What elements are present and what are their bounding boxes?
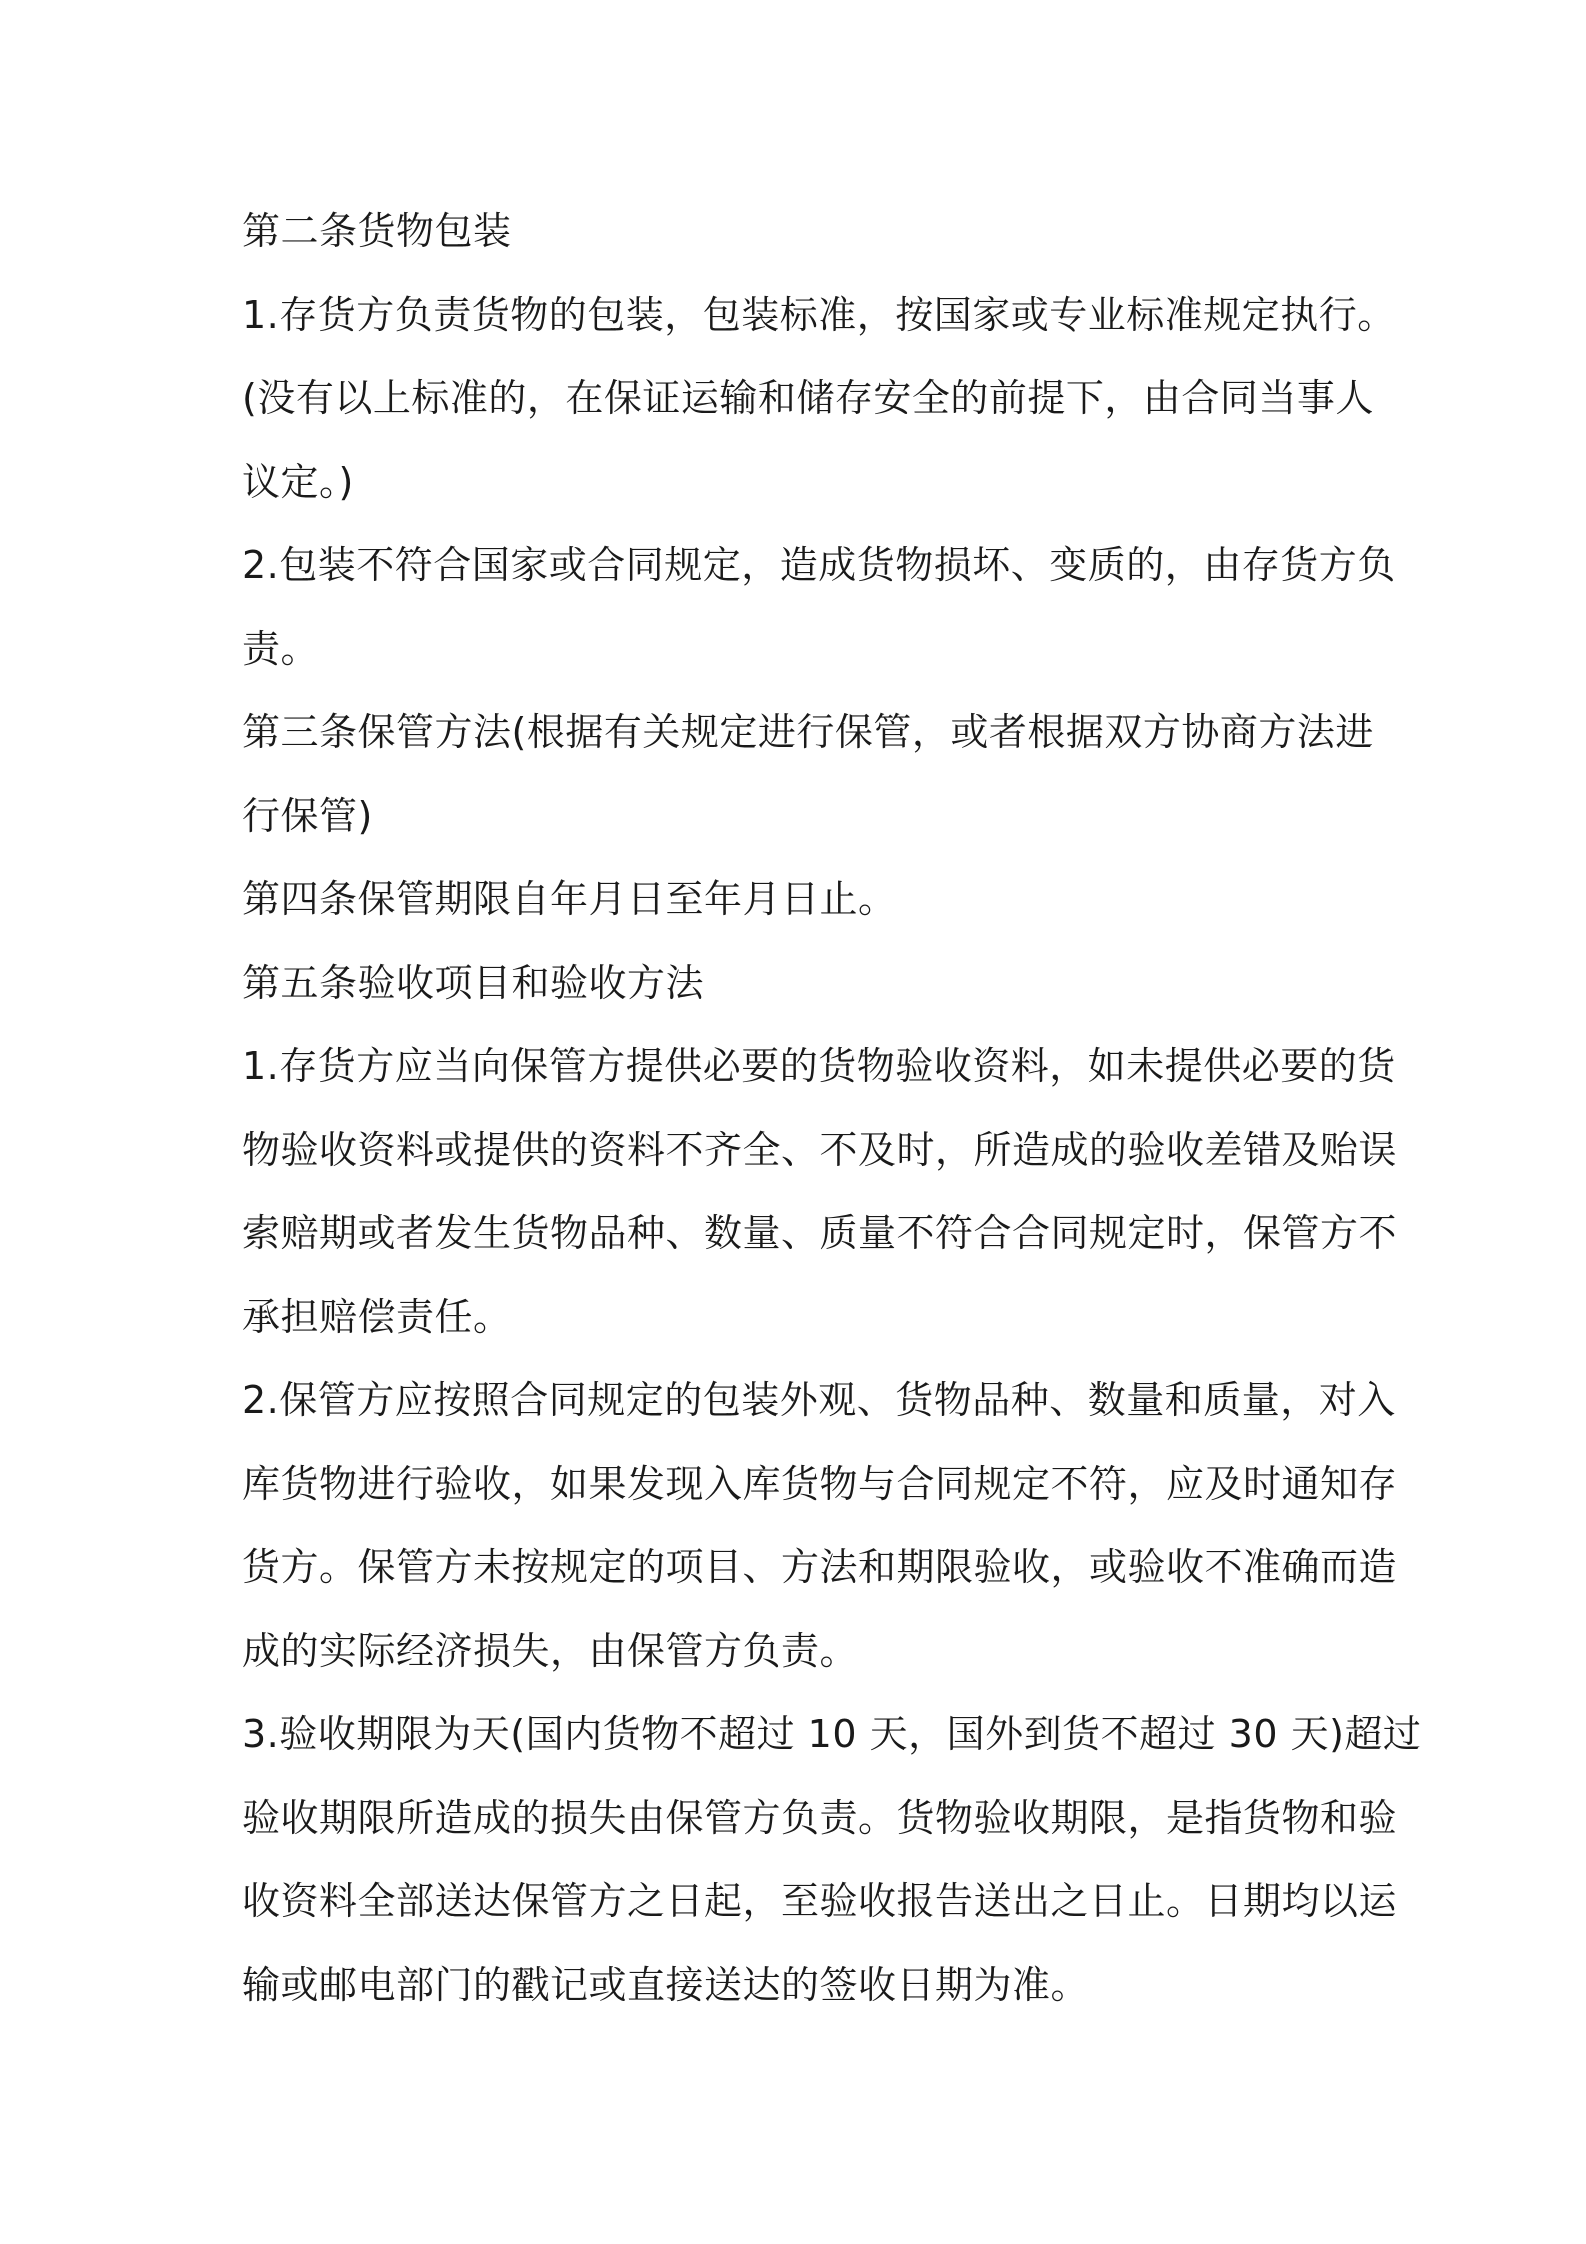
text-line: (没有以上标准的，在保证运输和储存安全的前提下，由合同当事人 xyxy=(242,376,1374,420)
text-line: 1.存货方负责货物的包装，包装标准，按国家或专业标准规定执行。 xyxy=(242,292,1396,337)
text-line: 承担赔偿责任。 xyxy=(242,1294,512,1339)
text-line: 索赔期或者发生货物品种、数量、质量不符合合同规定时，保管方不 xyxy=(242,1211,1398,1255)
article-5-heading: 第五条验收项目和验收方法 xyxy=(242,960,705,1005)
text-line: 3.验收期限为天(国内货物不超过 10 天，国外到货不超过 30 天)超过 xyxy=(242,1712,1422,1756)
text-line: 责。 xyxy=(242,626,320,671)
text-line: 1.存货方应当向保管方提供必要的货物验收资料，如未提供必要的货 xyxy=(242,1044,1396,1088)
text-line: 行保管) xyxy=(242,793,373,838)
text-line: 2.保管方应按照合同规定的包装外观、货物品种、数量和质量，对入 xyxy=(242,1378,1396,1422)
article-2-heading: 第二条货物包装 xyxy=(242,209,512,253)
article-4-heading: 第四条保管期限自年月日至年月日止。 xyxy=(242,877,897,921)
article-3-heading: 第三条保管方法(根据有关规定进行保管，或者根据双方协商方法进 xyxy=(242,710,1374,754)
text-line: 货方。保管方未按规定的项目、方法和期限验收，或验收不准确而造 xyxy=(242,1545,1398,1589)
text-line: 收资料全部送达保管方之日起，至验收报告送出之日止。日期均以运 xyxy=(242,1879,1398,1923)
text-line: 2.包装不符合国家或合同规定，造成货物损坏、变质的，由存货方负 xyxy=(242,543,1396,587)
text-line: 库货物进行验收，如果发现入库货物与合同规定不符，应及时通知存 xyxy=(242,1461,1398,1506)
text-line: 物验收资料或提供的资料不齐全、不及时，所造成的验收差错及贻误 xyxy=(242,1127,1398,1172)
text-line: 验收期限所造成的损失由保管方负责。货物验收期限，是指货物和验 xyxy=(242,1795,1398,1840)
document-body xyxy=(242,190,1422,2027)
text-line: 议定。) xyxy=(242,459,354,504)
text-line: 输或邮电部门的戳记或直接送达的签收日期为准。 xyxy=(242,1962,1090,2007)
text-line: 成的实际经济损失，由保管方负责。 xyxy=(242,1628,859,1673)
